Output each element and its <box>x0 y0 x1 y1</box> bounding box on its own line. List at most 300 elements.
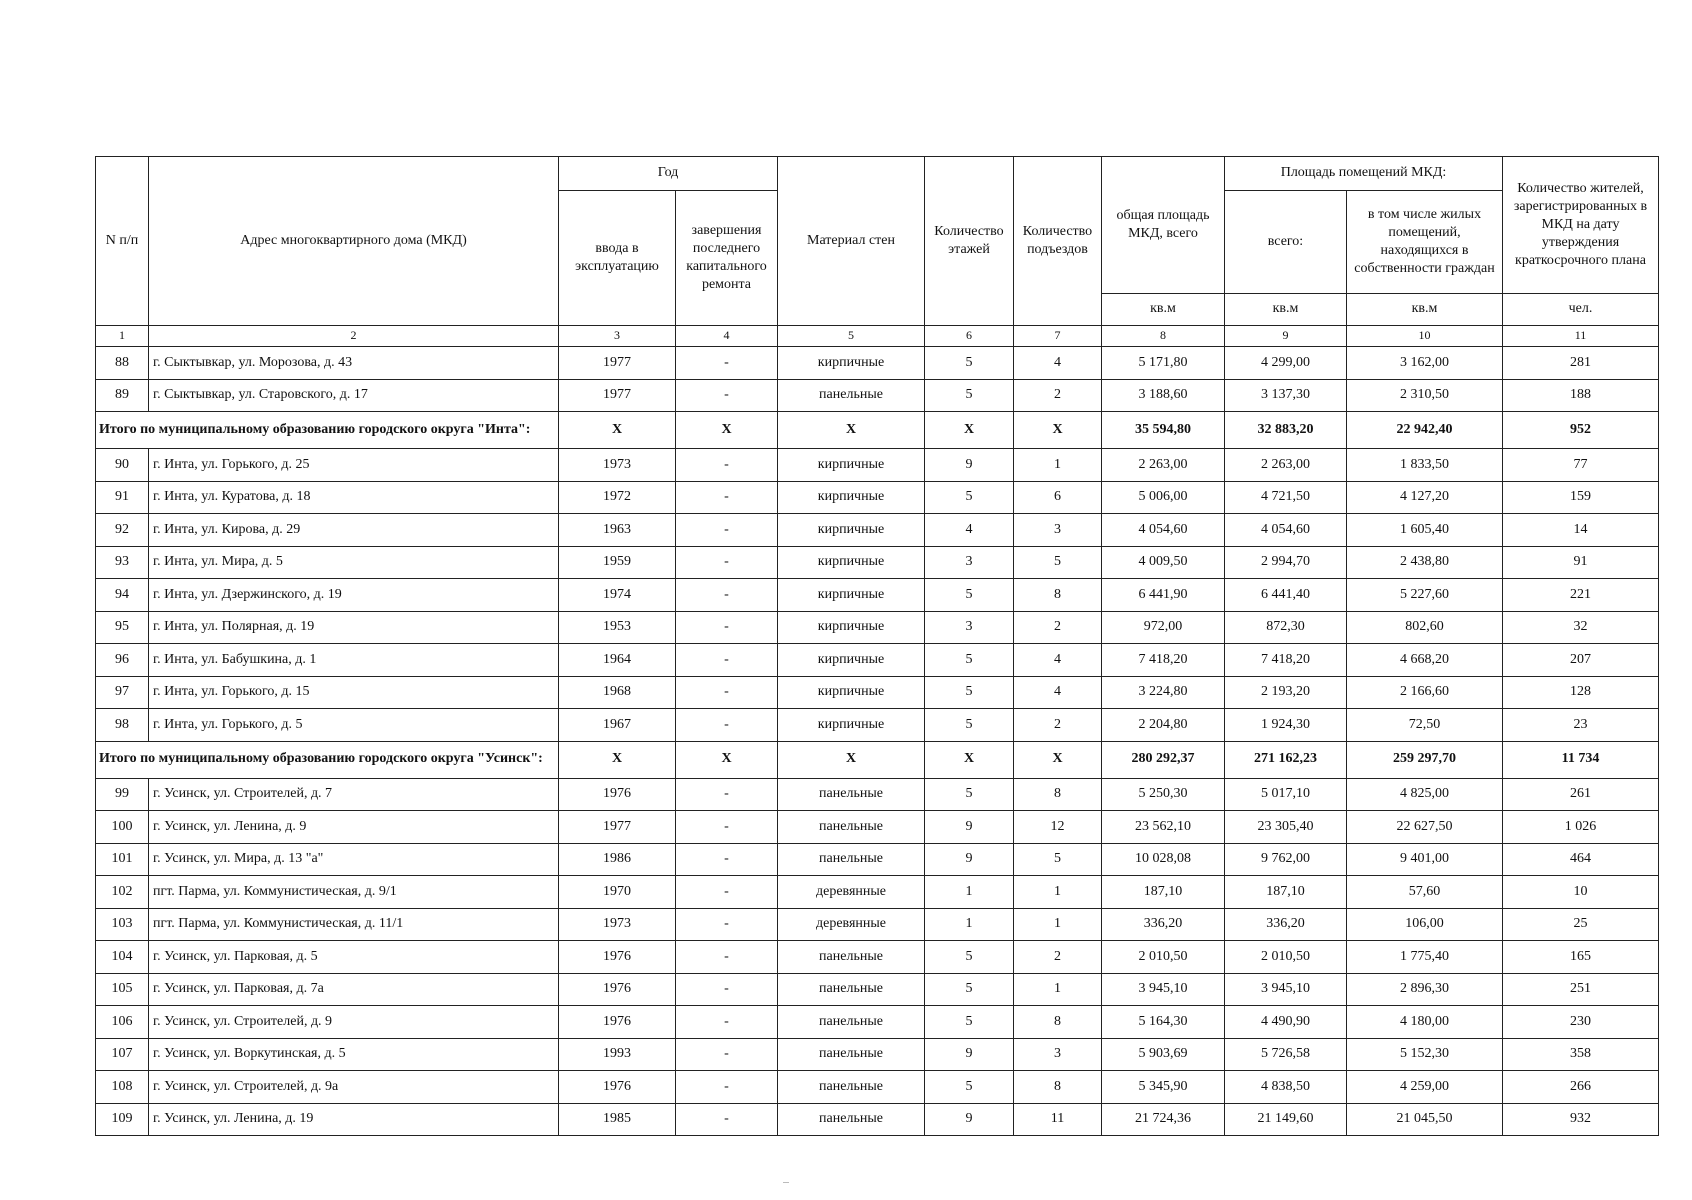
scan-mark <box>783 1182 789 1183</box>
residents-cell: 261 <box>1503 778 1659 811</box>
year-commission-cell: 1970 <box>559 876 676 909</box>
year-commission-cell: 1977 <box>559 379 676 412</box>
header-premises-all: всего: <box>1225 191 1347 294</box>
total-label: Итого по муниципальному образованию городского округа "Инта": <box>96 412 559 449</box>
floors-cell: 5 <box>925 676 1014 709</box>
entrances-cell: 2 <box>1014 379 1102 412</box>
floors-cell: 5 <box>925 1006 1014 1039</box>
year-commission-cell: 1953 <box>559 611 676 644</box>
entrances-cell: 8 <box>1014 579 1102 612</box>
table-row <box>96 973 1659 1006</box>
premises-all-cell: 187,10 <box>1225 876 1347 909</box>
year-commission-cell: 1972 <box>559 481 676 514</box>
wall-material-cell: кирпичные <box>778 449 925 482</box>
wall-material-cell: панельные <box>778 778 925 811</box>
premises-private-cell: 2 166,60 <box>1347 676 1503 709</box>
entrances-cell: 8 <box>1014 1071 1102 1104</box>
premises-private-cell: 57,60 <box>1347 876 1503 909</box>
residents-cell: 23 <box>1503 709 1659 742</box>
premises-private-cell: 3 162,00 <box>1347 347 1503 380</box>
header-year-repair: завершения последнего капитального ремонта <box>676 191 778 326</box>
wall-material-cell: панельные <box>778 811 925 844</box>
column-number-row <box>96 326 1659 347</box>
residents-cell: 188 <box>1503 379 1659 412</box>
entrances-cell: 4 <box>1014 644 1102 677</box>
total-area-cell: 7 418,20 <box>1102 644 1225 677</box>
unit-residents: чел. <box>1503 294 1659 326</box>
wall-material-cell: панельные <box>778 1006 925 1039</box>
floors-cell: 9 <box>925 1103 1014 1136</box>
total-area-cell: 2 204,80 <box>1102 709 1225 742</box>
total-area-cell: 5 250,30 <box>1102 778 1225 811</box>
residents-cell: 77 <box>1503 449 1659 482</box>
premises-all-cell: 4 721,50 <box>1225 481 1347 514</box>
address-cell: г. Усинск, ул. Строителей, д. 7 <box>149 778 559 811</box>
header-residents: Количество жителей, зарегистрированных в МКД на дату утверждения краткосрочного плана <box>1503 157 1659 294</box>
residents-cell: 128 <box>1503 676 1659 709</box>
col-number: 9 <box>1225 326 1347 347</box>
table-row <box>96 1006 1659 1039</box>
premises-private-cell: 9 401,00 <box>1347 843 1503 876</box>
row-number: 102 <box>96 876 149 909</box>
year-repair-cell: - <box>676 379 778 412</box>
entrances-cell: X <box>1014 741 1102 778</box>
year-commission-cell: 1977 <box>559 347 676 380</box>
premises-all-cell: 21 149,60 <box>1225 1103 1347 1136</box>
total-area-cell: 2 010,50 <box>1102 941 1225 974</box>
residents-cell: 159 <box>1503 481 1659 514</box>
table-row <box>96 514 1659 547</box>
year-commission-cell: 1976 <box>559 1071 676 1104</box>
table-row <box>96 876 1659 909</box>
address-cell: г. Инта, ул. Горького, д. 15 <box>149 676 559 709</box>
premises-private-cell: 2 310,50 <box>1347 379 1503 412</box>
wall-material-cell: кирпичные <box>778 481 925 514</box>
year-repair-cell: - <box>676 1038 778 1071</box>
total-area-cell: 5 903,69 <box>1102 1038 1225 1071</box>
premises-all-cell: 32 883,20 <box>1225 412 1347 449</box>
row-number: 93 <box>96 546 149 579</box>
address-cell: пгт. Парма, ул. Коммунистическая, д. 9/1 <box>149 876 559 909</box>
year-repair-cell: - <box>676 676 778 709</box>
floors-cell: 9 <box>925 449 1014 482</box>
year-commission-cell: 1973 <box>559 449 676 482</box>
premises-all-cell: 6 441,40 <box>1225 579 1347 612</box>
premises-private-cell: 259 297,70 <box>1347 741 1503 778</box>
table-row <box>96 546 1659 579</box>
total-area-cell: 5 345,90 <box>1102 1071 1225 1104</box>
premises-private-cell: 106,00 <box>1347 908 1503 941</box>
year-repair-cell: - <box>676 811 778 844</box>
year-repair-cell: - <box>676 546 778 579</box>
residents-cell: 358 <box>1503 1038 1659 1071</box>
address-cell: г. Усинск, ул. Ленина, д. 9 <box>149 811 559 844</box>
premises-all-cell: 4 299,00 <box>1225 347 1347 380</box>
row-number: 95 <box>96 611 149 644</box>
row-number: 92 <box>96 514 149 547</box>
floors-cell: 5 <box>925 379 1014 412</box>
wall-material-cell: кирпичные <box>778 514 925 547</box>
floors-cell: 5 <box>925 709 1014 742</box>
premises-private-cell: 5 152,30 <box>1347 1038 1503 1071</box>
year-repair-cell: - <box>676 611 778 644</box>
premises-private-cell: 1 605,40 <box>1347 514 1503 547</box>
entrances-cell: 8 <box>1014 1006 1102 1039</box>
year-repair-cell: - <box>676 449 778 482</box>
total-area-cell: 280 292,37 <box>1102 741 1225 778</box>
year-repair-cell: - <box>676 579 778 612</box>
entrances-cell: 5 <box>1014 843 1102 876</box>
year-commission-cell: 1964 <box>559 644 676 677</box>
entrances-cell: 4 <box>1014 347 1102 380</box>
wall-material-cell: панельные <box>778 941 925 974</box>
year-repair-cell: - <box>676 1103 778 1136</box>
row-number: 109 <box>96 1103 149 1136</box>
floors-cell: 3 <box>925 546 1014 579</box>
residents-cell: 932 <box>1503 1103 1659 1136</box>
wall-material-cell: X <box>778 741 925 778</box>
unit-premises-all: кв.м <box>1225 294 1347 326</box>
address-cell: г. Инта, ул. Кирова, д. 29 <box>149 514 559 547</box>
premises-private-cell: 4 127,20 <box>1347 481 1503 514</box>
row-number: 96 <box>96 644 149 677</box>
total-row <box>96 412 1659 449</box>
residents-cell: 221 <box>1503 579 1659 612</box>
total-area-cell: 972,00 <box>1102 611 1225 644</box>
wall-material-cell: панельные <box>778 843 925 876</box>
premises-private-cell: 4 259,00 <box>1347 1071 1503 1104</box>
year-commission-cell: 1976 <box>559 941 676 974</box>
row-number: 104 <box>96 941 149 974</box>
row-number: 99 <box>96 778 149 811</box>
entrances-cell: X <box>1014 412 1102 449</box>
premises-private-cell: 5 227,60 <box>1347 579 1503 612</box>
row-number: 97 <box>96 676 149 709</box>
total-area-cell: 3 188,60 <box>1102 379 1225 412</box>
total-area-cell: 35 594,80 <box>1102 412 1225 449</box>
row-number: 103 <box>96 908 149 941</box>
premises-private-cell: 22 942,40 <box>1347 412 1503 449</box>
year-commission-cell: 1974 <box>559 579 676 612</box>
address-cell: г. Инта, ул. Куратова, д. 18 <box>149 481 559 514</box>
address-cell: пгт. Парма, ул. Коммунистическая, д. 11/1 <box>149 908 559 941</box>
year-repair-cell: - <box>676 514 778 547</box>
table-row <box>96 611 1659 644</box>
residents-cell: 251 <box>1503 973 1659 1006</box>
address-cell: г. Инта, ул. Горького, д. 5 <box>149 709 559 742</box>
table-row <box>96 811 1659 844</box>
entrances-cell: 11 <box>1014 1103 1102 1136</box>
col-number: 10 <box>1347 326 1503 347</box>
address-cell: г. Усинск, ул. Строителей, д. 9а <box>149 1071 559 1104</box>
floors-cell: 9 <box>925 1038 1014 1071</box>
year-commission-cell: 1976 <box>559 973 676 1006</box>
entrances-cell: 3 <box>1014 1038 1102 1071</box>
wall-material-cell: X <box>778 412 925 449</box>
wall-material-cell: кирпичные <box>778 579 925 612</box>
row-number: 105 <box>96 973 149 1006</box>
wall-material-cell: кирпичные <box>778 644 925 677</box>
address-cell: г. Усинск, ул. Парковая, д. 7а <box>149 973 559 1006</box>
table-row <box>96 1071 1659 1104</box>
col-number: 1 <box>96 326 149 347</box>
table-row <box>96 778 1659 811</box>
entrances-cell: 5 <box>1014 546 1102 579</box>
premises-all-cell: 2 994,70 <box>1225 546 1347 579</box>
residents-cell: 14 <box>1503 514 1659 547</box>
residents-cell: 281 <box>1503 347 1659 380</box>
address-cell: г. Инта, ул. Мира, д. 5 <box>149 546 559 579</box>
year-commission-cell: 1959 <box>559 546 676 579</box>
year-repair-cell: - <box>676 644 778 677</box>
premises-all-cell: 5 726,58 <box>1225 1038 1347 1071</box>
year-repair-cell: - <box>676 481 778 514</box>
floors-cell: 1 <box>925 908 1014 941</box>
premises-all-cell: 9 762,00 <box>1225 843 1347 876</box>
year-commission-cell: X <box>559 741 676 778</box>
premises-all-cell: 872,30 <box>1225 611 1347 644</box>
address-cell: г. Усинск, ул. Ленина, д. 19 <box>149 1103 559 1136</box>
address-cell: г. Усинск, ул. Парковая, д. 5 <box>149 941 559 974</box>
floors-cell: X <box>925 412 1014 449</box>
floors-cell: 4 <box>925 514 1014 547</box>
floors-cell: 9 <box>925 843 1014 876</box>
residents-cell: 91 <box>1503 546 1659 579</box>
floors-cell: 5 <box>925 481 1014 514</box>
premises-all-cell: 2 193,20 <box>1225 676 1347 709</box>
entrances-cell: 1 <box>1014 876 1102 909</box>
housing-table <box>95 156 1659 1136</box>
floors-cell: 3 <box>925 611 1014 644</box>
floors-cell: 5 <box>925 579 1014 612</box>
year-repair-cell: - <box>676 876 778 909</box>
total-area-cell: 23 562,10 <box>1102 811 1225 844</box>
year-commission-cell: 1963 <box>559 514 676 547</box>
table-row <box>96 644 1659 677</box>
total-area-cell: 187,10 <box>1102 876 1225 909</box>
year-repair-cell: - <box>676 843 778 876</box>
year-repair-cell: - <box>676 1071 778 1104</box>
table-row <box>96 1038 1659 1071</box>
wall-material-cell: панельные <box>778 379 925 412</box>
wall-material-cell: панельные <box>778 1071 925 1104</box>
address-cell: г. Сыктывкар, ул. Морозова, д. 43 <box>149 347 559 380</box>
wall-material-cell: кирпичные <box>778 347 925 380</box>
residents-cell: 230 <box>1503 1006 1659 1039</box>
year-commission-cell: 1977 <box>559 811 676 844</box>
floors-cell: 9 <box>925 811 1014 844</box>
total-area-cell: 4 009,50 <box>1102 546 1225 579</box>
row-number: 107 <box>96 1038 149 1071</box>
col-number: 11 <box>1503 326 1659 347</box>
premises-private-cell: 72,50 <box>1347 709 1503 742</box>
year-repair-cell: - <box>676 973 778 1006</box>
total-label: Итого по муниципальному образованию городского округа "Усинск": <box>96 741 559 778</box>
premises-all-cell: 3 137,30 <box>1225 379 1347 412</box>
row-number: 101 <box>96 843 149 876</box>
table-row <box>96 843 1659 876</box>
entrances-cell: 4 <box>1014 676 1102 709</box>
premises-private-cell: 802,60 <box>1347 611 1503 644</box>
year-repair-cell: X <box>676 741 778 778</box>
header-total-area: общая площадь МКД, всего <box>1102 157 1225 294</box>
year-repair-cell: - <box>676 778 778 811</box>
total-area-cell: 2 263,00 <box>1102 449 1225 482</box>
row-number: 108 <box>96 1071 149 1104</box>
entrances-cell: 1 <box>1014 908 1102 941</box>
total-area-cell: 336,20 <box>1102 908 1225 941</box>
header-wall-material: Материал стен <box>778 157 925 326</box>
year-repair-cell: - <box>676 347 778 380</box>
entrances-cell: 12 <box>1014 811 1102 844</box>
premises-all-cell: 2 010,50 <box>1225 941 1347 974</box>
residents-cell: 32 <box>1503 611 1659 644</box>
unit-premises-private: кв.м <box>1347 294 1503 326</box>
residents-cell: 10 <box>1503 876 1659 909</box>
premises-private-cell: 21 045,50 <box>1347 1103 1503 1136</box>
row-number: 98 <box>96 709 149 742</box>
year-commission-cell: 1976 <box>559 778 676 811</box>
total-area-cell: 10 028,08 <box>1102 843 1225 876</box>
col-number: 2 <box>149 326 559 347</box>
table-row <box>96 676 1659 709</box>
row-number: 88 <box>96 347 149 380</box>
premises-private-cell: 2 896,30 <box>1347 973 1503 1006</box>
row-number: 100 <box>96 811 149 844</box>
floors-cell: 5 <box>925 973 1014 1006</box>
address-cell: г. Усинск, ул. Воркутинская, д. 5 <box>149 1038 559 1071</box>
wall-material-cell: деревянные <box>778 876 925 909</box>
year-commission-cell: 1968 <box>559 676 676 709</box>
table-row <box>96 449 1659 482</box>
total-area-cell: 3 945,10 <box>1102 973 1225 1006</box>
premises-all-cell: 4 054,60 <box>1225 514 1347 547</box>
premises-all-cell: 5 017,10 <box>1225 778 1347 811</box>
year-commission-cell: 1976 <box>559 1006 676 1039</box>
total-area-cell: 5 171,80 <box>1102 347 1225 380</box>
residents-cell: 207 <box>1503 644 1659 677</box>
header-year-commission: ввода в эксплуатацию <box>559 191 676 326</box>
header-floors: Количество этажей <box>925 157 1014 326</box>
residents-cell: 1 026 <box>1503 811 1659 844</box>
total-area-cell: 3 224,80 <box>1102 676 1225 709</box>
col-number: 4 <box>676 326 778 347</box>
year-repair-cell: - <box>676 1006 778 1039</box>
entrances-cell: 2 <box>1014 709 1102 742</box>
address-cell: г. Сыктывкар, ул. Старовского, д. 17 <box>149 379 559 412</box>
table-row <box>96 709 1659 742</box>
residents-cell: 165 <box>1503 941 1659 974</box>
table-row <box>96 579 1659 612</box>
table-row <box>96 1103 1659 1136</box>
year-commission-cell: 1967 <box>559 709 676 742</box>
year-commission-cell: 1985 <box>559 1103 676 1136</box>
col-number: 7 <box>1014 326 1102 347</box>
wall-material-cell: кирпичные <box>778 611 925 644</box>
premises-private-cell: 4 668,20 <box>1347 644 1503 677</box>
entrances-cell: 3 <box>1014 514 1102 547</box>
residents-cell: 25 <box>1503 908 1659 941</box>
residents-cell: 952 <box>1503 412 1659 449</box>
entrances-cell: 6 <box>1014 481 1102 514</box>
premises-all-cell: 4 838,50 <box>1225 1071 1347 1104</box>
wall-material-cell: кирпичные <box>778 546 925 579</box>
year-commission-cell: X <box>559 412 676 449</box>
col-number: 6 <box>925 326 1014 347</box>
floors-cell: 5 <box>925 347 1014 380</box>
year-commission-cell: 1973 <box>559 908 676 941</box>
address-cell: г. Усинск, ул. Строителей, д. 9 <box>149 1006 559 1039</box>
row-number: 106 <box>96 1006 149 1039</box>
address-cell: г. Инта, ул. Полярная, д. 19 <box>149 611 559 644</box>
premises-all-cell: 1 924,30 <box>1225 709 1347 742</box>
wall-material-cell: деревянные <box>778 908 925 941</box>
unit-total-area: кв.м <box>1102 294 1225 326</box>
table-row <box>96 347 1659 380</box>
table-row <box>96 379 1659 412</box>
premises-all-cell: 23 305,40 <box>1225 811 1347 844</box>
entrances-cell: 2 <box>1014 941 1102 974</box>
premises-all-cell: 2 263,00 <box>1225 449 1347 482</box>
floors-cell: 5 <box>925 778 1014 811</box>
col-number: 5 <box>778 326 925 347</box>
premises-all-cell: 336,20 <box>1225 908 1347 941</box>
total-row <box>96 741 1659 778</box>
floors-cell: 1 <box>925 876 1014 909</box>
residents-cell: 11 734 <box>1503 741 1659 778</box>
row-number: 91 <box>96 481 149 514</box>
premises-all-cell: 4 490,90 <box>1225 1006 1347 1039</box>
year-commission-cell: 1993 <box>559 1038 676 1071</box>
entrances-cell: 1 <box>1014 973 1102 1006</box>
premises-private-cell: 1 833,50 <box>1347 449 1503 482</box>
row-number: 90 <box>96 449 149 482</box>
total-area-cell: 5 164,30 <box>1102 1006 1225 1039</box>
entrances-cell: 2 <box>1014 611 1102 644</box>
floors-cell: X <box>925 741 1014 778</box>
wall-material-cell: кирпичные <box>778 676 925 709</box>
header-year-group: Год <box>559 157 778 191</box>
table-row <box>96 941 1659 974</box>
wall-material-cell: панельные <box>778 1103 925 1136</box>
table-body <box>96 347 1659 1136</box>
entrances-cell: 8 <box>1014 778 1102 811</box>
address-cell: г. Инта, ул. Дзержинского, д. 19 <box>149 579 559 612</box>
header-entrances: Количество подъездов <box>1014 157 1102 326</box>
floors-cell: 5 <box>925 644 1014 677</box>
address-cell: г. Усинск, ул. Мира, д. 13 "а" <box>149 843 559 876</box>
header-n: N п/п <box>96 157 149 326</box>
premises-private-cell: 2 438,80 <box>1347 546 1503 579</box>
wall-material-cell: панельные <box>778 1038 925 1071</box>
year-repair-cell: - <box>676 941 778 974</box>
year-repair-cell: - <box>676 709 778 742</box>
wall-material-cell: кирпичные <box>778 709 925 742</box>
wall-material-cell: панельные <box>778 973 925 1006</box>
floors-cell: 5 <box>925 941 1014 974</box>
row-number: 94 <box>96 579 149 612</box>
entrances-cell: 1 <box>1014 449 1102 482</box>
col-number: 8 <box>1102 326 1225 347</box>
row-number: 89 <box>96 379 149 412</box>
header-address: Адрес многоквартирного дома (МКД) <box>149 157 559 326</box>
floors-cell: 5 <box>925 1071 1014 1104</box>
col-number: 3 <box>559 326 676 347</box>
total-area-cell: 6 441,90 <box>1102 579 1225 612</box>
address-cell: г. Инта, ул. Горького, д. 25 <box>149 449 559 482</box>
total-area-cell: 5 006,00 <box>1102 481 1225 514</box>
premises-private-cell: 22 627,50 <box>1347 811 1503 844</box>
